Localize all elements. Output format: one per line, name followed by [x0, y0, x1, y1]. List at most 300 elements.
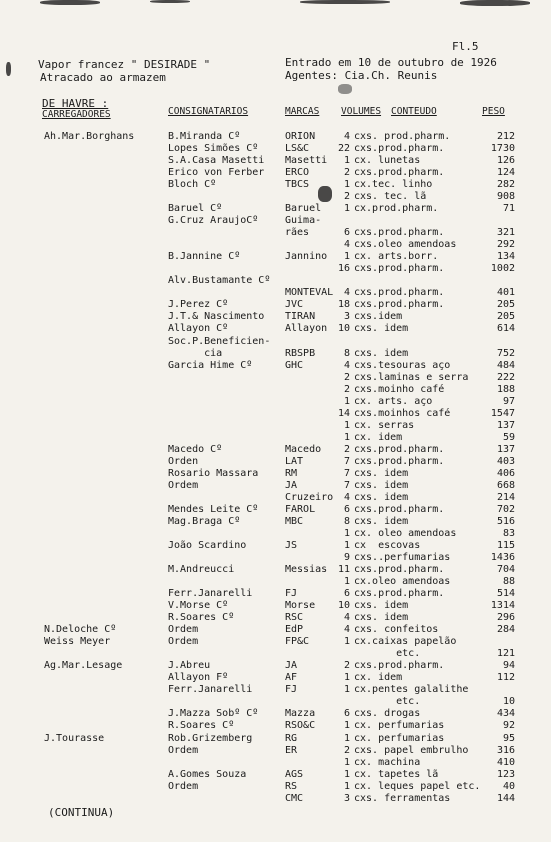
volumes-cell: 4 — [343, 624, 350, 636]
weight-cell: 188 — [496, 383, 515, 395]
arrival-date: Entrado em 10 de outubro de 1926 — [285, 56, 497, 69]
contents-cell: cxs.tesouras aço — [354, 359, 451, 371]
volumes-cell: 1 — [343, 431, 350, 443]
shipper-cell: Ah.Mar.Borghans — [44, 131, 135, 142]
consignee-cell: João Scardino — [168, 540, 247, 552]
consignee-cell: A.Gomes Souza — [168, 768, 247, 780]
ink-smudge — [40, 0, 100, 5]
weight-cell: 1547 — [490, 407, 515, 419]
weight-cell: 92 — [502, 720, 515, 732]
table-row — [0, 769, 551, 780]
mark-cell: TIRAN — [285, 311, 316, 323]
weight-cell: 123 — [496, 768, 515, 780]
volumes-cell: 1 — [343, 251, 350, 263]
volumes-cell: 10 — [337, 323, 350, 335]
consignee-cell: Ordem — [168, 744, 199, 756]
weight-cell: 316 — [496, 744, 515, 756]
volumes-cell: 6 — [343, 503, 350, 515]
table-row — [0, 372, 551, 383]
mark-cell: RG — [285, 732, 298, 744]
ink-smudge — [150, 0, 190, 3]
weight-cell: 668 — [496, 479, 515, 491]
mark-cell: FAROL — [285, 503, 316, 515]
consignee-cell: R.Soares Cº — [168, 720, 235, 732]
mark-cell: FJ — [285, 684, 298, 696]
mark-cell: Guima- — [285, 215, 322, 227]
contents-cell: cxs.prod.pharm. — [354, 227, 445, 239]
mark-cell: TBCS — [285, 179, 310, 191]
table-row — [0, 528, 551, 539]
contents-cell: cxs.prod.pharm. — [354, 455, 445, 467]
volumes-cell: 1 — [343, 636, 350, 648]
contents-cell: cxs. confeitos — [354, 624, 439, 636]
volumes-cell: 8 — [343, 347, 350, 359]
contents-cell: cxs. idem — [354, 479, 409, 491]
contents-cell: cx. perfumarias — [354, 720, 445, 732]
table-row — [0, 348, 551, 359]
table-row — [0, 408, 551, 419]
contents-cell: cxs.prod.pharm. — [354, 143, 445, 155]
contents-cell: cxs.prod.pharm. — [354, 263, 445, 275]
table-row — [0, 684, 551, 695]
consignee-cell: J.Abreu — [168, 660, 211, 672]
volumes-cell: 4 — [343, 359, 350, 371]
contents-cell: cx.pentes galalithe — [354, 684, 469, 696]
consignee-cell: J.Mazza Sobº Cº — [168, 708, 259, 720]
consignee-cell: Ordem — [168, 624, 199, 636]
volumes-cell: 7 — [343, 455, 350, 467]
weight-cell: 214 — [496, 491, 515, 503]
volumes-cell: 1 — [343, 576, 350, 588]
table-row — [0, 793, 551, 804]
ink-smudge — [300, 0, 390, 4]
contents-cell: cxs. papel embrulho — [354, 744, 469, 756]
weight-cell: 484 — [496, 359, 515, 371]
contents-cell: cx. perfumarias — [354, 732, 445, 744]
berth-info: Atracado ao armazem — [40, 71, 166, 84]
consignee-cell: R.Soares Cº — [168, 612, 235, 624]
contents-cell: cxs. drogas — [354, 708, 421, 720]
contents-cell: cxs.prod.pharm. — [354, 588, 445, 600]
ink-smudge — [6, 62, 11, 76]
consignee-cell: S.A.Casa Masetti — [168, 155, 265, 167]
mark-cell: JVC — [285, 299, 304, 311]
weight-cell: 1002 — [490, 263, 515, 275]
table-row — [0, 636, 551, 647]
volumes-cell: 22 — [337, 143, 350, 155]
contents-cell: cxs.prod.pharm. — [354, 443, 445, 455]
contents-cell: cxs.prod.pharm. — [354, 287, 445, 299]
contents-cell: cx. idem — [354, 431, 403, 443]
table-row — [0, 203, 551, 214]
table-row — [0, 227, 551, 238]
mark-cell: JS — [285, 540, 298, 552]
volumes-cell: 1 — [343, 527, 350, 539]
weight-cell: 282 — [496, 179, 515, 191]
consignee-cell: Rosario Massara — [168, 467, 259, 479]
table-row — [0, 155, 551, 166]
table-row — [0, 600, 551, 611]
table-row — [0, 384, 551, 395]
consignee-cell: Baruel Cº — [168, 203, 223, 215]
contents-cell: cxs.prod.pharm. — [354, 299, 445, 311]
mark-cell: EdP — [285, 624, 304, 636]
volumes-cell: 4 — [343, 287, 350, 299]
table-row — [0, 323, 551, 334]
shipper-cell: Ag.Mar.Lesage — [44, 660, 123, 672]
mark-cell: CMC — [285, 792, 304, 804]
weight-cell: 406 — [496, 467, 515, 479]
consignee-cell: Bloch Cº — [168, 179, 217, 191]
weight-cell: 403 — [496, 455, 515, 467]
weight-cell: 222 — [496, 371, 515, 383]
consignee-cell: Erico von Ferber — [168, 167, 265, 179]
volumes-cell: 4 — [343, 491, 350, 503]
weight-cell: 112 — [496, 672, 515, 684]
volumes-cell: 6 — [343, 588, 350, 600]
mark-cell: rães — [285, 227, 310, 239]
contents-cell: cxs.idem — [354, 311, 403, 323]
weight-cell: 752 — [496, 347, 515, 359]
shipper-cell: Weiss Meyer — [44, 636, 111, 648]
contents-cell: cxs..perfumarias — [354, 552, 451, 564]
folio-number: Fl.5 — [452, 40, 479, 53]
weight-cell: 144 — [496, 792, 515, 804]
weight-cell: 115 — [496, 540, 515, 552]
weight-cell: 40 — [502, 780, 515, 792]
mark-cell: Morse — [285, 600, 316, 612]
table-row — [0, 468, 551, 479]
column-header-volumes: VOLUMES — [341, 106, 382, 117]
table-row — [0, 733, 551, 744]
mark-cell: Allayon — [285, 323, 328, 335]
weight-cell: 88 — [502, 576, 515, 588]
contents-cell: cx. lunetas — [354, 155, 421, 167]
weight-cell: 908 — [496, 191, 515, 203]
consignee-cell: Ferr.Janarelli — [168, 684, 253, 696]
consignee-cell: Ferr.Janarelli — [168, 588, 253, 600]
consignee-cell: J.Perez Cº — [168, 299, 229, 311]
contents-cell: cxs.prod.pharm. — [354, 660, 445, 672]
contents-cell: cxs.prod.pharm. — [354, 167, 445, 179]
volumes-cell: 4 — [343, 612, 350, 624]
consignee-cell: G.Cruz AraujoCº — [168, 215, 259, 227]
weight-cell: 614 — [496, 323, 515, 335]
table-row — [0, 456, 551, 467]
contents-cell: cx. arts. aço — [354, 395, 433, 407]
contents-cell: cx. arts.borr. — [354, 251, 439, 263]
consignee-cell: Ordem — [168, 780, 199, 792]
volumes-cell: 3 — [343, 792, 350, 804]
contents-cell: cxs. idem — [354, 347, 409, 359]
weight-cell: 702 — [496, 503, 515, 515]
shipper-cell: N.Deloche Cº — [44, 624, 117, 636]
contents-cell: cx. idem — [354, 672, 403, 684]
column-header-shippers: CARREGADORES — [42, 109, 111, 120]
table-row — [0, 612, 551, 623]
consignee-cell: M.Andreucci — [168, 564, 235, 576]
consignee-cell: Lopes Simões Cº — [168, 143, 259, 155]
volumes-cell: 18 — [337, 299, 350, 311]
table-row — [0, 480, 551, 491]
mark-cell: ERCO — [285, 167, 310, 179]
mark-cell: FP&C — [285, 636, 310, 648]
weight-cell: 71 — [502, 203, 515, 215]
contents-cell: cx.caixas papelão — [354, 636, 457, 648]
contents-cell: cxs. idem — [354, 515, 409, 527]
table-row — [0, 492, 551, 503]
contents-cell: cx.prod.pharm. — [354, 203, 439, 215]
shipper-cell: J.Tourasse — [44, 732, 105, 744]
mark-cell: Masetti — [285, 155, 328, 167]
table-row — [0, 672, 551, 683]
contents-cell: cxs.moinhos café — [354, 407, 451, 419]
mark-cell: RS — [285, 780, 298, 792]
volumes-cell: 7 — [343, 467, 350, 479]
consignee-cell: Garcia Hime Cº — [168, 359, 253, 371]
weight-cell: 434 — [496, 708, 515, 720]
contents-cell: cx escovas — [354, 540, 421, 552]
table-row — [0, 299, 551, 310]
mark-cell: RM — [285, 467, 298, 479]
mark-cell: ORION — [285, 131, 316, 142]
contents-cell: cx. oleo amendoas — [354, 527, 457, 539]
contents-cell: cxs.prod.pharm. — [354, 564, 445, 576]
volumes-cell: 2 — [343, 371, 350, 383]
consignee-cell: Orden — [168, 455, 199, 467]
weight-cell: 137 — [496, 419, 515, 431]
volumes-cell: 2 — [343, 167, 350, 179]
vessel-name: Vapor francez " DESIRADE " — [38, 58, 211, 71]
consignee-cell: B.Jannine Cº — [168, 251, 241, 263]
weight-cell: 292 — [496, 239, 515, 251]
weight-cell: 212 — [496, 131, 515, 142]
consignee-cell: Soc.P.Beneficien- — [168, 335, 271, 347]
weight-cell: 97 — [502, 395, 515, 407]
contents-cell: cx.oleo amendoas — [354, 576, 451, 588]
weight-cell: 83 — [502, 527, 515, 539]
mark-cell: GHC — [285, 359, 304, 371]
weight-cell: 10 — [502, 696, 515, 708]
volumes-cell: 6 — [343, 708, 350, 720]
contents-cell: cxs.prod.pharm. — [354, 503, 445, 515]
column-header-weight: PESO — [482, 106, 505, 117]
mark-cell: Cruzeiro — [285, 491, 334, 503]
table-row — [0, 552, 551, 563]
table-row — [0, 720, 551, 731]
contents-cell: cxs. ferramentas — [354, 792, 451, 804]
weight-cell: 1436 — [490, 552, 515, 564]
table-row — [0, 396, 551, 407]
consignee-cell: J.T.& Nascimento — [168, 311, 265, 323]
weight-cell: 1730 — [490, 143, 515, 155]
contents-cell: cx. machina — [354, 756, 421, 768]
mark-cell: RSO&C — [285, 720, 316, 732]
table-row — [0, 336, 551, 347]
volumes-cell: 7 — [343, 479, 350, 491]
column-header-marks: MARCAS — [285, 106, 320, 117]
table-row — [0, 504, 551, 515]
weight-cell: 321 — [496, 227, 515, 239]
weight-cell: 704 — [496, 564, 515, 576]
volumes-cell: 2 — [343, 443, 350, 455]
contents-cell: cx. tapetes lã — [354, 768, 439, 780]
weight-cell: 137 — [496, 443, 515, 455]
volumes-cell: 8 — [343, 515, 350, 527]
table-row — [0, 432, 551, 443]
volumes-cell: 1 — [343, 540, 350, 552]
column-header-consignees: CONSIGNATARIOS — [168, 106, 249, 117]
weight-cell: 121 — [496, 648, 515, 660]
agents: Agentes: Cia.Ch. Reunis — [285, 69, 438, 82]
mark-cell: AGS — [285, 768, 304, 780]
consignee-cell: B.Miranda Cº — [168, 131, 241, 142]
weight-cell: 126 — [496, 155, 515, 167]
table-row — [0, 311, 551, 322]
volumes-cell: 11 — [337, 564, 350, 576]
consignee-cell: Alv.Bustamante Cº — [168, 275, 271, 287]
volumes-cell: 14 — [337, 407, 350, 419]
contents-cell: cxs. idem — [354, 491, 409, 503]
contents-cell: cxs. idem — [354, 323, 409, 335]
contents-cell: cxs.laminas e serra — [354, 371, 469, 383]
contents-cell: etc. — [354, 648, 421, 660]
table-row — [0, 708, 551, 719]
consignee-cell: Allayon Cº — [168, 323, 229, 335]
table-row — [0, 624, 551, 635]
volumes-cell: 1 — [343, 720, 350, 732]
weight-cell: 401 — [496, 287, 515, 299]
contents-cell: cx. leques papel etc. — [354, 780, 481, 792]
volumes-cell: 4 — [343, 131, 350, 142]
column-header-contents: CONTEUDO — [391, 106, 437, 117]
volumes-cell: 2 — [343, 383, 350, 395]
weight-cell: 59 — [502, 431, 515, 443]
volumes-cell: 1 — [343, 672, 350, 684]
contents-cell: etc. — [354, 696, 421, 708]
weight-cell: 124 — [496, 167, 515, 179]
mark-cell: LS&C — [285, 143, 310, 155]
mark-cell: Macedo — [285, 443, 322, 455]
table-row — [0, 263, 551, 274]
table-row — [0, 564, 551, 575]
consignee-cell: V.Morse Cº — [168, 600, 229, 612]
mark-cell: Baruel — [285, 203, 322, 215]
volumes-cell: 1 — [343, 732, 350, 744]
mark-cell: RBSPB — [285, 347, 316, 359]
mark-cell: AF — [285, 672, 298, 684]
table-row — [0, 444, 551, 455]
mark-cell: Messias — [285, 564, 328, 576]
table-row — [0, 745, 551, 756]
table-row — [0, 660, 551, 671]
volumes-cell: 16 — [337, 263, 350, 275]
volumes-cell: 3 — [343, 311, 350, 323]
weight-cell: 94 — [502, 660, 515, 672]
weight-cell: 410 — [496, 756, 515, 768]
continued-note: (CONTINUA) — [48, 806, 115, 819]
contents-cell: cxs. idem — [354, 600, 409, 612]
ink-smudge — [338, 84, 352, 94]
volumes-cell: 9 — [343, 552, 350, 564]
table-row — [0, 251, 551, 262]
table-row — [0, 131, 551, 142]
volumes-cell: 2 — [343, 660, 350, 672]
mark-cell: JA — [285, 479, 298, 491]
mark-cell: MONTEVAL — [285, 287, 334, 299]
volumes-cell: 6 — [343, 227, 350, 239]
volumes-cell: 1 — [343, 780, 350, 792]
contents-cell: cxs. tec. lã — [354, 191, 427, 203]
consignee-cell: Mendes Leite Cº — [168, 503, 259, 515]
table-row — [0, 648, 551, 659]
mark-cell: MBC — [285, 515, 304, 527]
table-row — [0, 420, 551, 431]
weight-cell: 1314 — [490, 600, 515, 612]
consignee-cell: Mag.Braga Cº — [168, 515, 241, 527]
table-row — [0, 576, 551, 587]
table-row — [0, 275, 551, 286]
mark-cell: LAT — [285, 455, 304, 467]
origin-port: DE HAVRE : — [42, 97, 109, 110]
table-row — [0, 540, 551, 551]
weight-cell: 514 — [496, 588, 515, 600]
contents-cell: cxs. prod.pharm. — [354, 131, 451, 142]
contents-cell: cxs.oleo amendoas — [354, 239, 457, 251]
volumes-cell: 1 — [343, 419, 350, 431]
consignee-cell: cia — [168, 347, 223, 359]
table-row — [0, 143, 551, 154]
volumes-cell: 1 — [343, 768, 350, 780]
consignee-cell: Macedo Cº — [168, 443, 223, 455]
volumes-cell: 1 — [343, 756, 350, 768]
contents-cell: cxs. idem — [354, 612, 409, 624]
contents-cell: cx.tec. linho — [354, 179, 433, 191]
table-row — [0, 239, 551, 250]
consignee-cell: Ordem — [168, 479, 199, 491]
weight-cell: 296 — [496, 612, 515, 624]
consignee-cell: Rob.Grizemberg — [168, 732, 253, 744]
volumes-cell: 1 — [343, 684, 350, 696]
table-row — [0, 516, 551, 527]
table-row — [0, 179, 551, 190]
mark-cell: FJ — [285, 588, 298, 600]
volumes-cell: 10 — [337, 600, 350, 612]
volumes-cell: 1 — [343, 179, 350, 191]
mark-cell: Jannino — [285, 251, 328, 263]
table-row — [0, 167, 551, 178]
volumes-cell: 4 — [343, 239, 350, 251]
table-row — [0, 360, 551, 371]
volumes-cell: 1 — [343, 395, 350, 407]
consignee-cell: Allayon Fº — [168, 672, 229, 684]
weight-cell: 516 — [496, 515, 515, 527]
weight-cell: 205 — [496, 299, 515, 311]
contents-cell: cx. serras — [354, 419, 415, 431]
table-row — [0, 757, 551, 768]
mark-cell: ER — [285, 744, 298, 756]
table-row — [0, 287, 551, 298]
table-row — [0, 781, 551, 792]
mark-cell: Mazza — [285, 708, 316, 720]
table-row — [0, 696, 551, 707]
volumes-cell: 2 — [343, 744, 350, 756]
contents-cell: cxs. idem — [354, 467, 409, 479]
volumes-cell: 1 — [343, 203, 350, 215]
volumes-cell: 1 — [343, 155, 350, 167]
contents-cell: cxs.moinho café — [354, 383, 445, 395]
ink-smudge — [460, 0, 530, 6]
